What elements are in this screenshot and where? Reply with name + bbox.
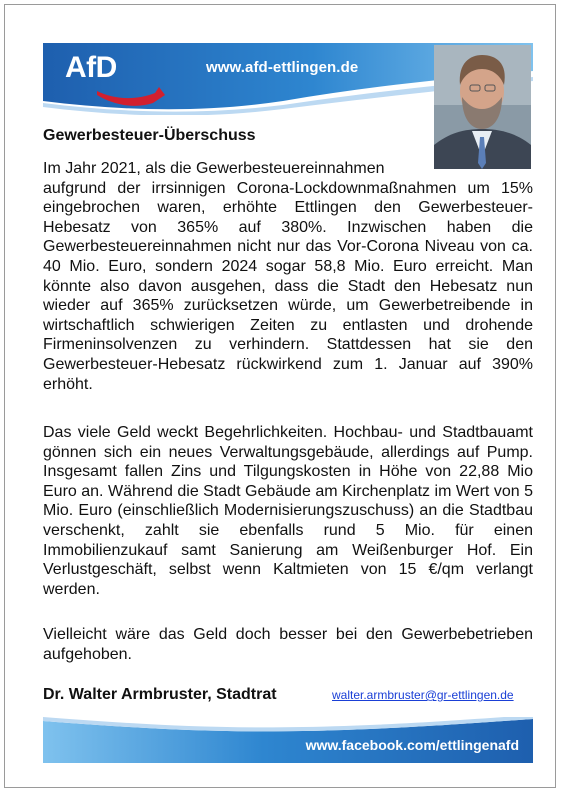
article-paragraph-2: Das viele Geld weckt Begehrlichkeiten. Hochbau- und Stadtbauamt gönnen sich ein neues Verwaltungsgebäude, allerdings auf Pump. Insgesamt fallen Zins und Tilgungskosten in Höhe von 22,88 Mio Euro an. Während die Stadt Gebäude am Kirchenplatz im Wert von 5 Mio. Euro (einschließlich Modernisierungszuschuss) an die Stadtbau verschenkt, zahlt sie ebenfalls rund 5 Mio. für einen Immobilienzukauf samt Sanierung am Weißenburger Hof. Ein Verlustgeschäft, selbst wenn Kaltmieten von 15 €/qm verlangt werden. bbox=[43, 424, 533, 598]
footer-banner bbox=[43, 717, 533, 763]
author-signature: Dr. Walter Armbruster, Stadtrat bbox=[43, 686, 277, 703]
website-url[interactable]: www.afd-ettlingen.de bbox=[206, 59, 359, 76]
paragraph-1-first-line: Im Jahr 2021, als die Gewerbesteuereinnahmen bbox=[43, 160, 385, 177]
author-email-link[interactable]: walter.armbruster@gr-ettlingen.de bbox=[332, 688, 514, 702]
article-paragraph-1 bbox=[43, 159, 533, 394]
paragraph-1-body: aufgrund der irrsinnigen Corona-Lockdownmaßnahmen um 15% eingebrochen waren, erhöhte Ettlingen den Gewerbesteuer-Hebesatz von 365% auf 380%. Inzwischen haben die Gewerbesteuereinnahmen nicht nur das Vor-Corona Niveau von ca. 40 Mio. Euro, sondern 2024 sogar 58,8 Mio. Euro erreicht. Man könnte also davon ausgehen, dass die Stadt den Hebesatz nun wieder auf 365% zurücksetzen würde, um Gewerbetreibende in wirtschaftlich schwierigen Zeiten zu entlasten und drohende Firmeninsolvenzen zu verhindern. Stattdessen hat sie den Gewerbesteuer-Hebesatz rückwirkend zum 1. Januar auf 390% erhöht. bbox=[43, 179, 533, 393]
author-portrait bbox=[434, 45, 531, 169]
afd-logo: AfD bbox=[65, 51, 117, 84]
article-paragraph-3: Vielleicht wäre das Geld doch besser bei den Gewerbebetrieben aufgehoben. bbox=[43, 626, 533, 663]
facebook-url[interactable]: www.facebook.com/ettlingenafd bbox=[305, 737, 519, 753]
flyer-page bbox=[4, 4, 556, 788]
article-title: Gewerbesteuer-Überschuss bbox=[43, 127, 256, 144]
